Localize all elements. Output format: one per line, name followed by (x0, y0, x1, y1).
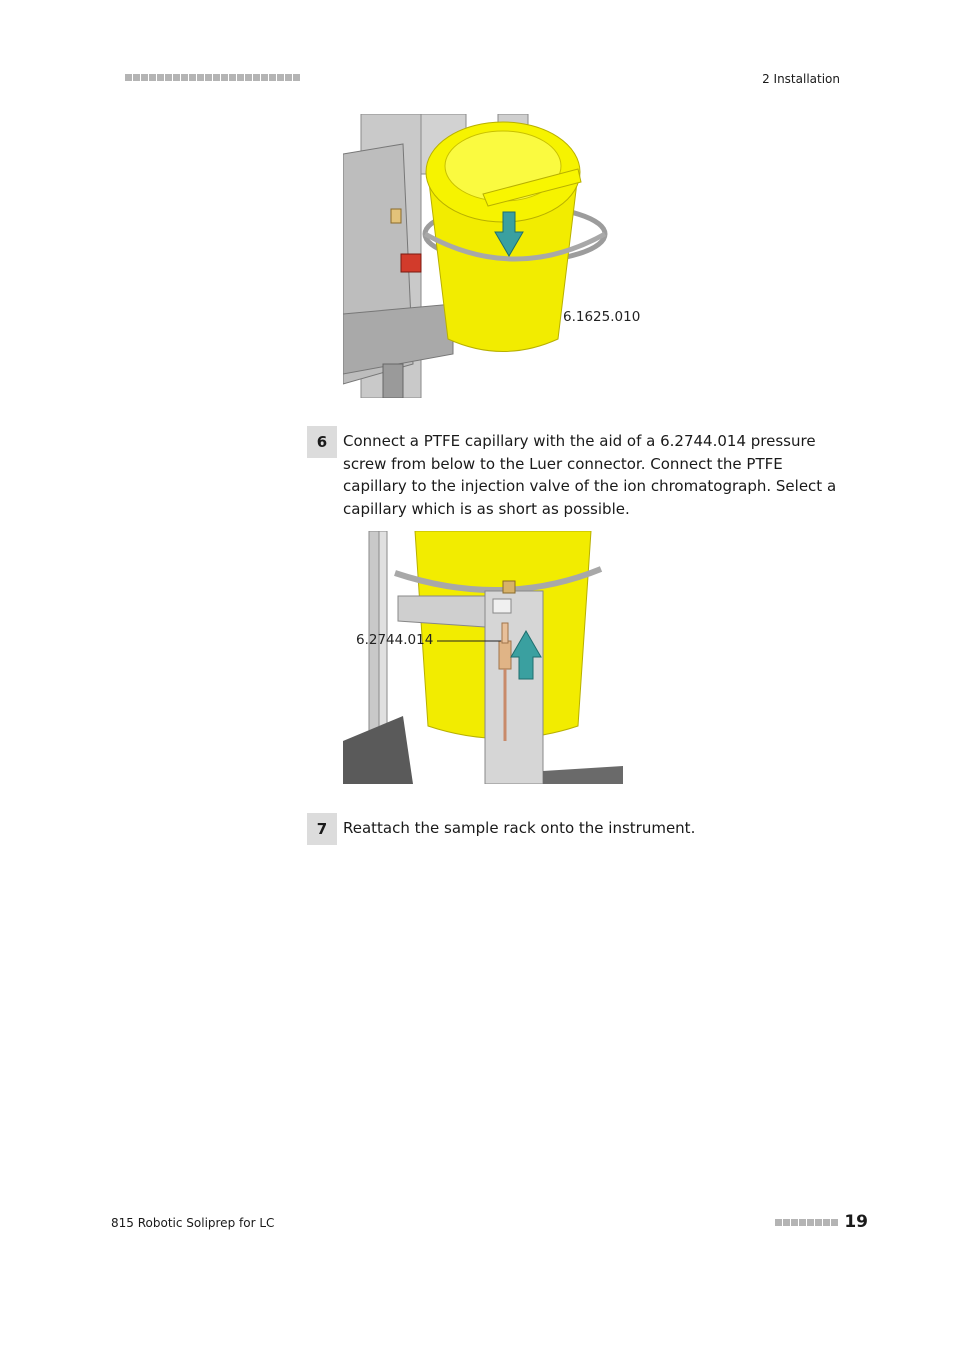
footer-document-title: 815 Robotic Soliprep for LC (111, 1216, 275, 1230)
decoration-square (181, 74, 188, 81)
bucket-illustration (343, 114, 673, 398)
decoration-square (205, 74, 212, 81)
decoration-square (237, 74, 244, 81)
decoration-square (783, 1219, 790, 1226)
figure-waste-bucket (343, 114, 673, 398)
decoration-square (791, 1219, 798, 1226)
figure-pressure-screw (343, 531, 623, 784)
step-text: Reattach the sample rack onto the instrument. (343, 819, 696, 837)
header-section-title: 2 Installation (762, 72, 840, 86)
decoration-square (293, 74, 300, 81)
decoration-square (229, 74, 236, 81)
footer-decoration (775, 1219, 838, 1226)
decoration-square (253, 74, 260, 81)
decoration-square (165, 74, 172, 81)
step-number: 6 (307, 426, 337, 458)
decoration-square (157, 74, 164, 81)
step-text: Connect a PTFE capillary with the aid of a 6.2744.014 pressure screw from below to the Luer connector. Connect the PTFE capillary to the injection valve of the ion chromatograph. Select a capillary which is as short as possible. (343, 432, 837, 518)
decoration-square (149, 74, 156, 81)
decoration-square (133, 74, 140, 81)
callout-bucket-part-number: 6.1625.010 (563, 309, 641, 325)
decoration-square (807, 1219, 814, 1226)
decoration-square (197, 74, 204, 81)
screw-illustration (343, 531, 623, 784)
header-decoration (125, 74, 300, 81)
decoration-square (221, 74, 228, 81)
step-6 (307, 426, 843, 520)
decoration-square (261, 74, 268, 81)
decoration-square (775, 1219, 782, 1226)
decoration-square (277, 74, 284, 81)
decoration-square (269, 74, 276, 81)
decoration-square (831, 1219, 838, 1226)
decoration-square (245, 74, 252, 81)
footer-page-indicator (775, 1212, 868, 1232)
decoration-square (823, 1219, 830, 1226)
decoration-square (285, 74, 292, 81)
page-number: 19 (844, 1212, 868, 1232)
callout-screw-part-number: 6.2744.014 (356, 632, 434, 648)
decoration-square (173, 74, 180, 81)
step-7 (307, 813, 843, 845)
decoration-square (141, 74, 148, 81)
decoration-square (189, 74, 196, 81)
step-number: 7 (307, 813, 337, 845)
decoration-square (815, 1219, 822, 1226)
decoration-square (799, 1219, 806, 1226)
decoration-square (125, 74, 132, 81)
decoration-square (213, 74, 220, 81)
